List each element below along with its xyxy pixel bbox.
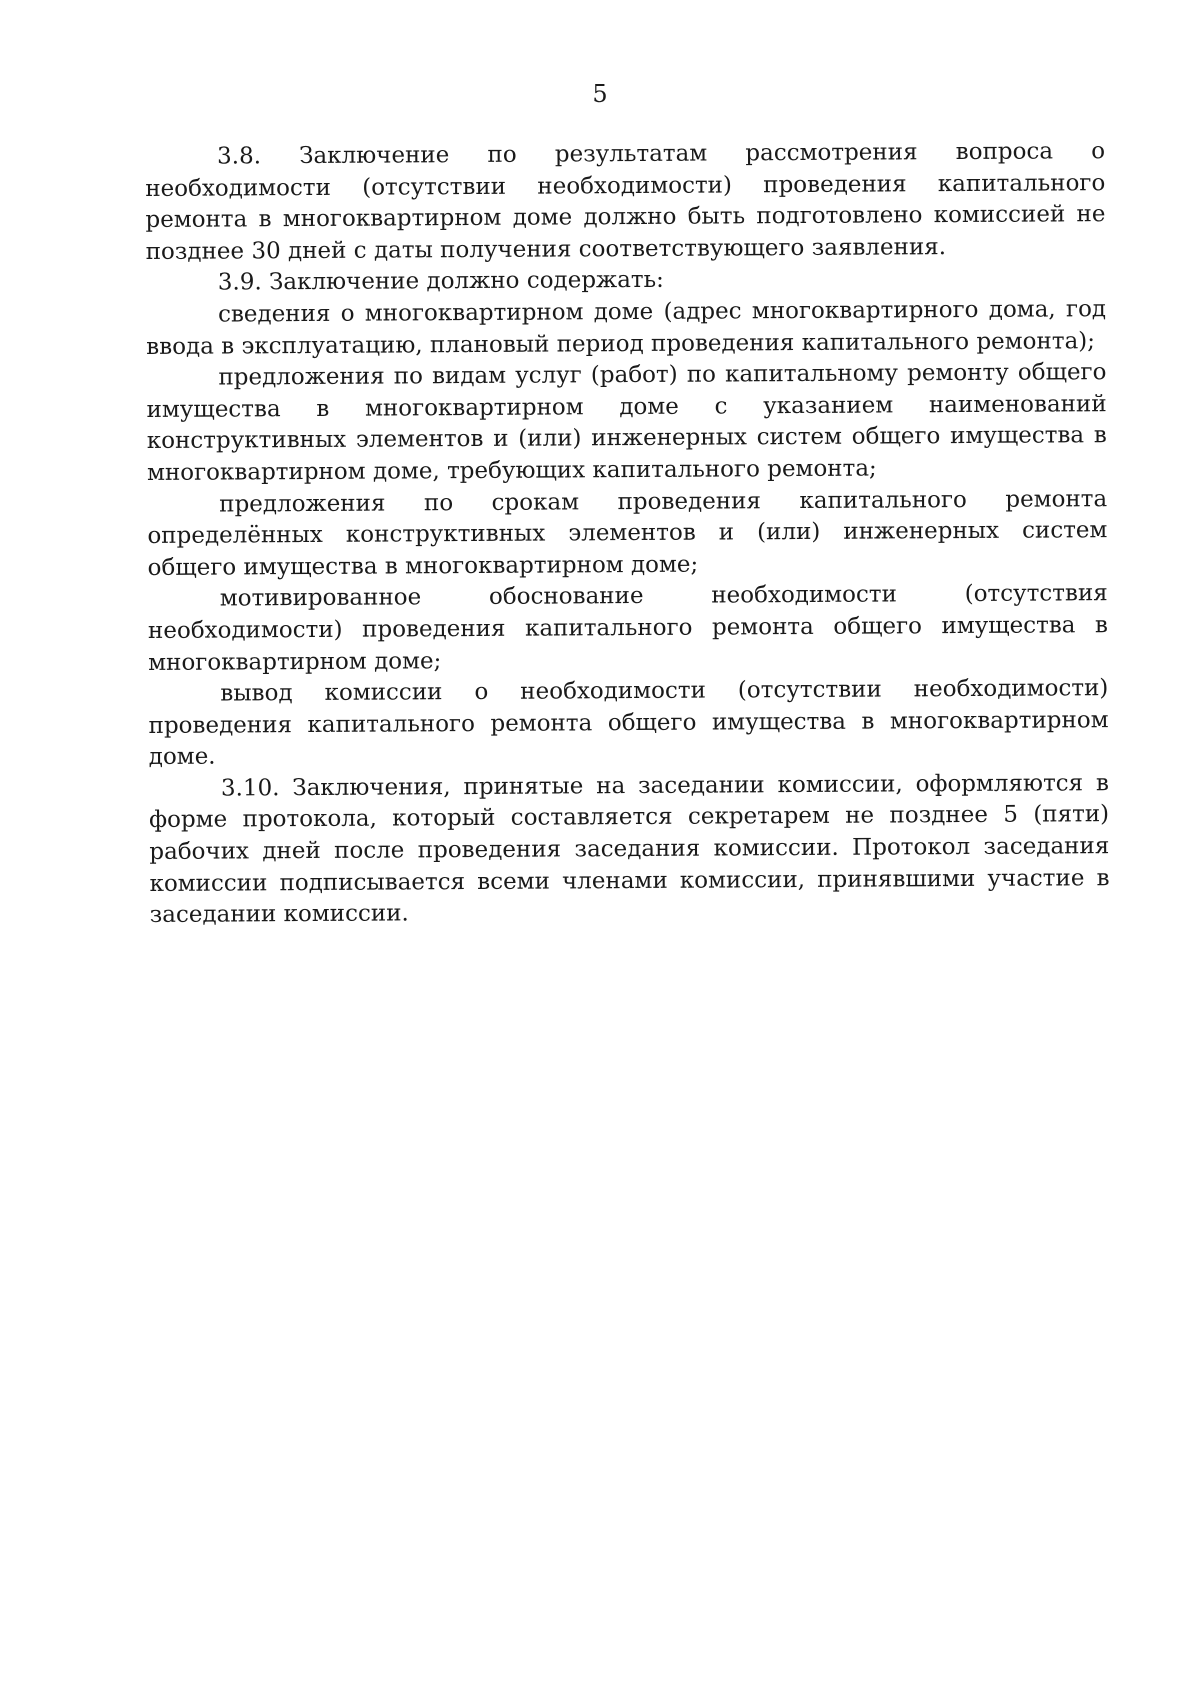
paragraph-3-8: 3.8. Заключение по результатам рассмотрения вопроса о необходимости (отсутствии необходимости) проведения капитального ремонта в многоквартирном доме должно быть подготовлено комиссией не позднее 30 дней с даты получения соответствующего заявления. (145, 138, 1106, 265)
page-number: 5 (592, 80, 608, 108)
list-item-commission-conclusion: вывод комиссии о необходимости (отсутствии необходимости) проведения капитального ремонта общего имущества в многоквартирном доме. (148, 675, 1109, 771)
document-body (145, 136, 1110, 932)
list-item-building-info: сведения о многоквартирном доме (адрес многоквартирного дома, год ввода в эксплуатацию, плановый период проведения капитального ремонта); (146, 296, 1107, 360)
paragraph-3-10: 3.10. Заключения, принятые на заседании комиссии, оформляются в форме протокола, который составляется секретарем не позднее 5 (пяти) рабочих дней после проведения заседания комиссии. Протокол заседания комиссии подписывается всеми членами комиссии, принявшими участие в заседании комиссии. (149, 769, 1110, 929)
list-item-justification: мотивированное обоснование необходимости (отсутствия необходимости) проведения капитального ремонта общего имущества в многоквартирном доме; (147, 580, 1109, 676)
list-item-schedule-proposals: предложения по срокам проведения капитального ремонта определённых конструктивных элементов и (или) инженерных систем общего имущества в многоквартирном доме; (147, 485, 1108, 581)
paragraph-3-9: 3.9. Заключение должно содержать: (217, 267, 664, 296)
list-item-service-proposals: предложения по видам услуг (работ) по капитальному ремонту общего имущества в многоквартирном доме с указанием наименований конструктивных элементов и (или) инженерных систем общего имущества в многоквартирном доме, требующих капитального ремонта; (146, 359, 1107, 486)
